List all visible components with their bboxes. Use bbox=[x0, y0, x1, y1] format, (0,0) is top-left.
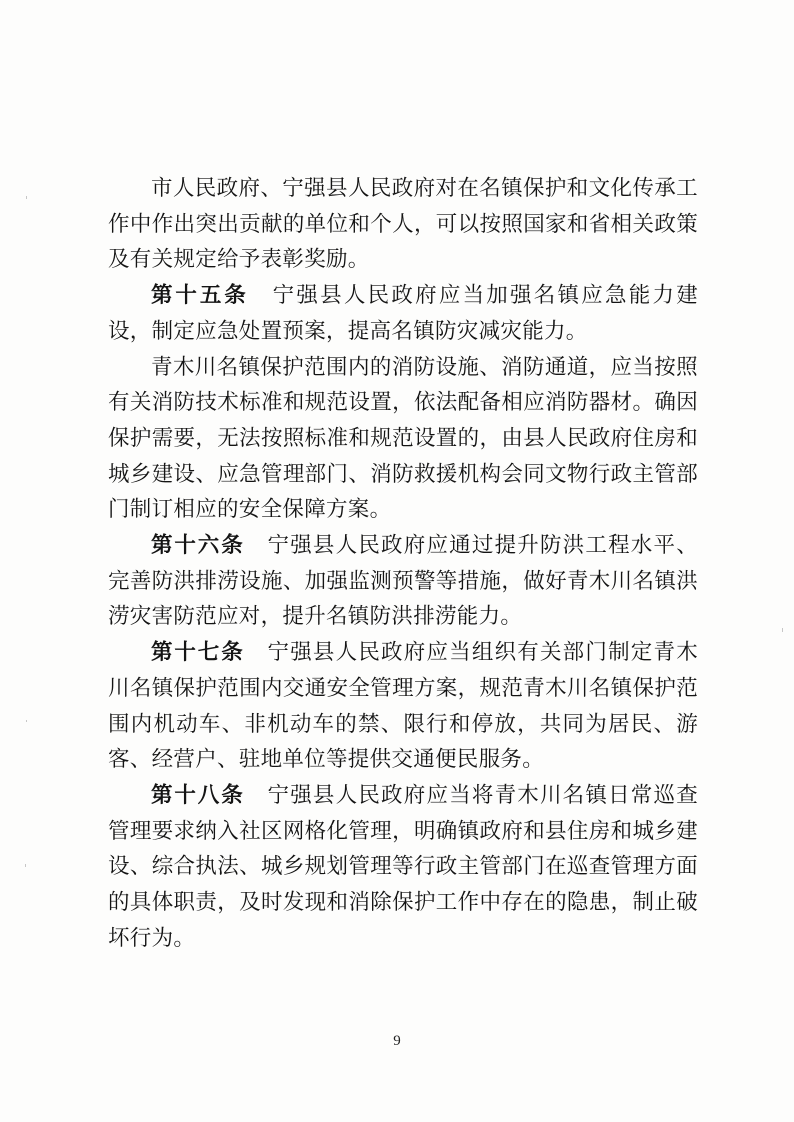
scan-speck bbox=[26, 196, 27, 199]
article-heading: 第十八条 bbox=[151, 782, 245, 808]
paragraph-text: 市人民政府、宁强县人民政府对在名镇保护和文化传承工作中作出突出贡献的单位和个人，可以按照国家和省相关政策及有关规定给予表彰奖励。 bbox=[108, 176, 698, 273]
body-text bbox=[108, 171, 698, 956]
article-heading: 第十七条 bbox=[151, 640, 245, 666]
paragraph-fire-safety bbox=[108, 350, 698, 529]
article-text: 宁强县人民政府应通过提升防洪工程水平、完善防洪排涝设施、加强监测预警等措施，做好青木川名镇洪涝灾害防范应对，提升名镇防洪排涝能力。 bbox=[108, 533, 698, 630]
scan-speck bbox=[25, 864, 26, 867]
article-text: 宁强县人民政府应当将青木川名镇日常巡查管理要求纳入社区网格化管理，明确镇政府和县住房和城乡建设、综合执法、城乡规划管理等行政主管部门在巡查管理方面的具体职责，及时发现和消除保护工作中存在的隐患，制止破坏行为。 bbox=[108, 782, 698, 951]
article-text: 宁强县人民政府应当组织有关部门制定青木川名镇保护范围内交通安全管理方案，规范青木川名镇保护范围内机动车、非机动车的禁、限行和停放，共同为居民、游客、经营户、驻地单位等提供交通便民服务。 bbox=[108, 640, 698, 773]
article-text: 宁强县人民政府应当加强名镇应急能力建设，制定应急处置预案，提高名镇防灾减灾能力。 bbox=[108, 283, 698, 344]
page-number: 9 bbox=[393, 1033, 401, 1049]
article-17 bbox=[108, 635, 698, 778]
article-18 bbox=[108, 778, 698, 957]
scan-speck bbox=[782, 628, 783, 632]
paragraph-text: 青木川名镇保护范围内的消防设施、消防通道，应当按照有关消防技术标准和规范设置，依法配备相应消防器材。确因保护需要，无法按照标准和规范设置的，由县人民政府住房和城乡建设、应急管理部门、消防救援机构会同文物行政主管部门制订相应的安全保障方案。 bbox=[108, 354, 698, 523]
article-16 bbox=[108, 528, 698, 635]
scan-speck bbox=[26, 720, 27, 722]
paragraph-commendation bbox=[108, 171, 698, 278]
article-heading: 第十五条 bbox=[151, 283, 249, 309]
article-heading: 第十六条 bbox=[151, 533, 245, 559]
article-15 bbox=[108, 278, 698, 349]
